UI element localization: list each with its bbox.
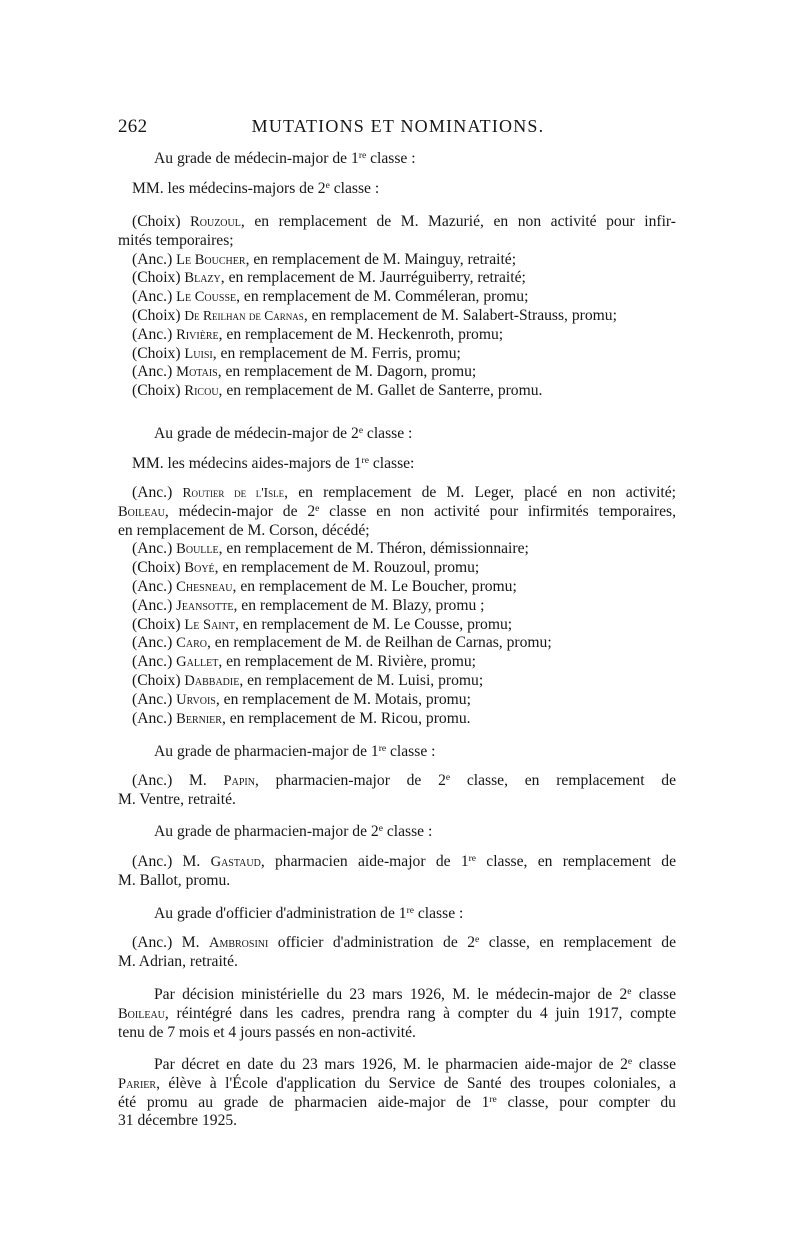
list-item: (Choix) Blazy, en remplacement de M. Jaurréguiberry, retraité; — [132, 269, 526, 287]
page-header — [118, 116, 678, 138]
list-item: (Anc.) Urvois, en remplacement de M. Motais, promu; — [132, 690, 471, 708]
list-item: (Choix) Rouzoul, en remplacement de M. Mazurié, en non activité pour infir- — [132, 213, 676, 230]
section-heading: Au grade de médecin-major de 1re classe : — [154, 150, 416, 167]
running-title: MUTATIONS ET NOMINATIONS. — [251, 116, 545, 136]
list-item: (Choix) Dabbadie, en remplacement de M. Luisi, promu; — [132, 671, 484, 689]
list-item: (Anc.) Bernier, en remplacement de M. Ricou, promu. — [132, 709, 471, 727]
list-item: (Choix) De Reilhan de Carnas, en remplacement de M. Salabert-Strauss, promu; — [132, 306, 617, 324]
section-heading: Au grade de médecin-major de 2e classe : — [154, 425, 413, 442]
paragraph-decision: Par décision ministérielle du 23 mars 1926, M. le médecin-major de 2e classe Boileau, réintégré dans les cadres, prendra rang à compter du 4 juin 1917, compte tenu de 7 mois et 4 jours passés en non-activité. — [118, 986, 676, 1041]
section-pharmacien-major-1re — [118, 743, 676, 762]
list-item: (Anc.) Gallet, en remplacement de M. Rivière, promu; — [132, 653, 476, 671]
list-item: en remplacement de M. Corson, décédé; — [118, 521, 370, 539]
section-heading: Au grade de pharmacien-major de 2e classe : — [154, 823, 433, 840]
list-item: Boileau, médecin-major de 2e classe en non activité pour infirmités temporaires, — [118, 502, 676, 520]
section-heading: Au grade de pharmacien-major de 1re classe : — [154, 743, 436, 760]
list-item: (Anc.) Boulle, en remplacement de M. Théron, démissionnaire; — [132, 540, 529, 558]
list-item: (Anc.) Le Boucher, en remplacement de M. Mainguy, retraité; — [132, 250, 517, 268]
section-officier-administration — [118, 905, 676, 924]
section-intro: MM. les médecins-majors de 2e classe : — [132, 180, 380, 197]
section-intro: MM. les médecins aides-majors de 1re classe: — [132, 455, 415, 472]
section-medecin-major-1re — [118, 150, 676, 169]
list-item: (Anc.) Jeansotte, en remplacement de M. Blazy, promu ; — [132, 596, 485, 614]
section-pharmacien-major-2e — [118, 823, 676, 842]
list-item: (Anc.) Routier de l'Isle, en remplacement de M. Leger, placé en non activité; — [132, 484, 677, 501]
list-item: (Anc.) Le Cousse, en remplacement de M. Comméleran, promu; — [132, 288, 529, 306]
section-body: (Anc.) M. Ambrosini officier d'administration de 2e classe, en remplacement de M. Adrian, retraité. — [118, 934, 677, 970]
list-item: mités temporaires; — [118, 231, 234, 249]
section-body: (Anc.) M. Papin, pharmacien-major de 2e classe, en remplacement de M. Ventre, retraité. — [118, 772, 677, 808]
list-item: (Choix) Luisi, en remplacement de M. Ferris, promu; — [132, 344, 461, 362]
list-item: (Anc.) Motais, en remplacement de M. Dagorn, promu; — [132, 363, 477, 381]
section-body: (Anc.) M. Gastaud, pharmacien aide-major de 1re classe, en remplacement de M. Ballot, promu. — [118, 853, 677, 889]
list-item: (Anc.) Rivière, en remplacement de M. Heckenroth, promu; — [132, 325, 504, 343]
page-number: 262 — [118, 116, 148, 137]
list-item: (Anc.) Caro, en remplacement de M. de Reilhan de Carnas, promu; — [132, 634, 552, 652]
section-medecin-major-2e — [118, 425, 676, 444]
list-item: (Choix) Le Saint, en remplacement de M. Le Cousse, promu; — [132, 615, 513, 633]
list-item: (Choix) Ricou, en remplacement de M. Gallet de Santerre, promu. — [132, 382, 543, 400]
paragraph-decret: Par décret en date du 23 mars 1926, M. le pharmacien aide-major de 2e classe Parier, élève à l'École d'application du Service de Santé des troupes coloniales, a été promu au grade de pharmacien aide-major de 1re classe, pour compter du 31 décembre 1925. — [118, 1056, 676, 1130]
list-item: (Choix) Boyé, en remplacement de M. Rouzoul, promu; — [132, 559, 480, 577]
list-item: (Anc.) Chesneau, en remplacement de M. Le Boucher, promu; — [132, 577, 517, 595]
section-heading: Au grade d'officier d'administration de 1re classe : — [154, 905, 464, 922]
entry-list — [118, 213, 676, 401]
entry-list — [118, 484, 676, 728]
